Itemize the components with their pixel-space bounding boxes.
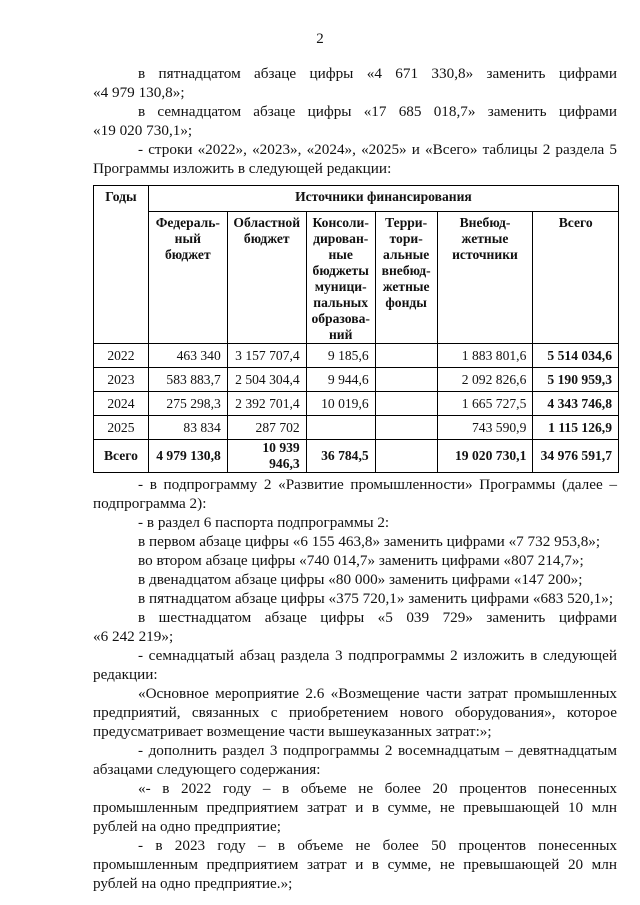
table-row [94,416,619,440]
body-line: - в подпрограмму 2 «Развитие промышленности» Программы (далее – [138,476,617,493]
cell-regional: 3 157 707,4 [227,344,306,368]
cell-territorial [375,416,437,440]
body-line: в первом абзаце цифры «6 155 463,8» заменить цифрами «7 732 953,8»; [138,533,601,550]
cell-year: 2022 [94,344,149,368]
cell-total: 5 190 959,3 [533,368,619,392]
cell-total: 1 115 126,9 [533,416,619,440]
header-regional: Областной бюджет [227,212,306,344]
header-extrabudgetary: Внебюд-жетные источники [437,212,533,344]
cell-federal: 463 340 [148,344,227,368]
cell-total: 5 514 034,6 [533,344,619,368]
cell-municipal [306,416,375,440]
header-federal: Федераль-ный бюджет [148,212,227,344]
table-row [94,368,619,392]
body-line: редакции: [93,666,158,683]
intro-line: в семнадцатом абзаце цифры «17 685 018,7» заменить цифрами [138,103,617,120]
intro-line: Программы изложить в следующей редакции: [93,160,392,177]
cell-federal: 4 979 130,8 [148,440,227,473]
body-line: - в раздел 6 паспорта подпрограммы 2: [138,514,390,531]
cell-regional: 10 939 946,3 [227,440,306,473]
cell-regional: 287 702 [227,416,306,440]
body-line: рублей на одно предприятие.»; [93,875,293,892]
body-line: подпрограмма 2): [93,495,207,512]
table-row [94,344,619,368]
body-line: - в 2023 году – в объеме не более 50 процентов понесенных [138,837,617,854]
body-line: абзацами следующего содержания: [93,761,321,778]
cell-federal: 83 834 [148,416,227,440]
cell-year: Всего [94,440,149,473]
body-line: в двенадцатом абзаце цифры «80 000» заменить цифрами «147 200»; [138,571,583,588]
cell-territorial [375,368,437,392]
body-line: во втором абзаце цифры «740 014,7» заменить цифрами «807 214,7»; [138,552,584,569]
body-line: «6 242 219»; [93,628,174,645]
cell-extrabudgetary: 19 020 730,1 [437,440,533,473]
body-line: промышленным предприятием затрат и в сумме, не превышающей 20 млн [93,856,617,873]
cell-extrabudgetary: 743 590,9 [437,416,533,440]
header-territorial-funds: Терри-тори-альные внебюд-жетные фонды [375,212,437,344]
intro-line: «19 020 730,1»; [93,122,193,139]
cell-year: 2025 [94,416,149,440]
cell-municipal: 36 784,5 [306,440,375,473]
intro-line: «4 979 130,8»; [93,84,185,101]
header-municipal: Консоли-дирован-ные бюджеты муници-пальных образова-ний [306,212,375,344]
cell-total: 34 976 591,7 [533,440,619,473]
cell-extrabudgetary: 1 665 727,5 [437,392,533,416]
intro-line: - строки «2022», «2023», «2024», «2025» и «Всего» таблицы 2 раздела 5 [138,141,617,158]
cell-regional: 2 504 304,4 [227,368,306,392]
cell-total: 4 343 746,8 [533,392,619,416]
body-line: в пятнадцатом абзаце цифры «375 720,1» заменить цифрами «683 520,1»; [138,590,614,607]
body-line: предусматривает возмещение части вышеуказанных затрат:»; [93,723,492,740]
page-number: 2 [316,31,324,47]
cell-territorial [375,440,437,473]
table-row-total [94,440,619,473]
cell-extrabudgetary: 1 883 801,6 [437,344,533,368]
table-row [94,392,619,416]
cell-year: 2024 [94,392,149,416]
cell-year: 2023 [94,368,149,392]
cell-federal: 275 298,3 [148,392,227,416]
body-line: «Основное мероприятие 2.6 «Возмещение части затрат промышленных [138,685,617,702]
financing-table [93,185,619,473]
body-line: предприятий, связанных с приобретением нового оборудования», которое [93,704,617,721]
cell-municipal: 10 019,6 [306,392,375,416]
body-line: «- в 2022 году – в объеме не более 20 процентов понесенных [138,780,617,797]
cell-territorial [375,344,437,368]
body-line: рублей на одно предприятие; [93,818,281,835]
cell-territorial [375,392,437,416]
body-line: промышленным предприятием затрат и в сумме, не превышающей 10 млн [93,799,617,816]
cell-municipal: 9 185,6 [306,344,375,368]
body-line: в шестнадцатом абзаце цифры «5 039 729» заменить цифрами [138,609,617,626]
body-text [93,475,617,893]
header-financing-sources: Источники финансирования [148,186,618,212]
body-line: - дополнить раздел 3 подпрограммы 2 восемнадцатым – девятнадцатым [138,742,617,759]
cell-municipal: 9 944,6 [306,368,375,392]
body-line: - семнадцатый абзац раздела 3 подпрограммы 2 изложить в следующей [138,647,617,664]
cell-regional: 2 392 701,4 [227,392,306,416]
cell-federal: 583 883,7 [148,368,227,392]
intro-text [93,64,617,178]
intro-line: в пятнадцатом абзаце цифры «4 671 330,8» заменить цифрами [138,65,617,82]
header-total: Всего [533,212,619,344]
header-years: Годы [94,186,149,344]
cell-extrabudgetary: 2 092 826,6 [437,368,533,392]
